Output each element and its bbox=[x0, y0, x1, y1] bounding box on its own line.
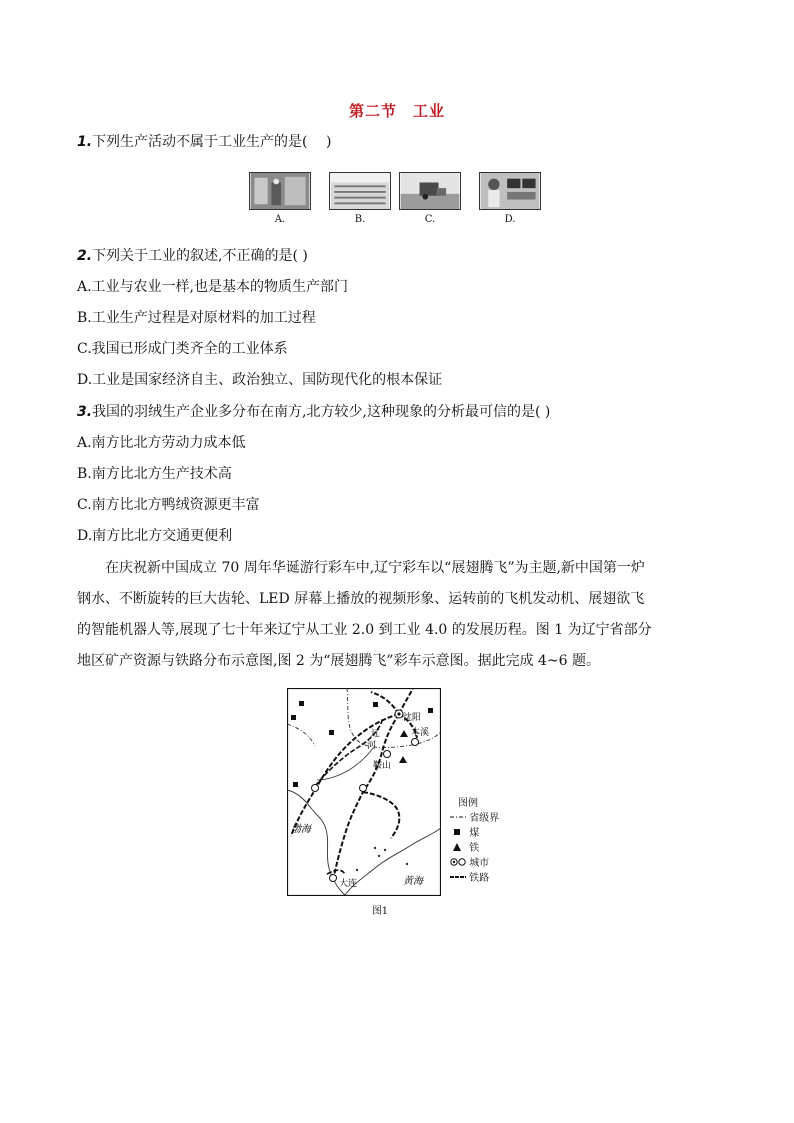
passage-line: 的智能机器人等,展现了七十年来辽宁从工业 2.0 到工业 4.0 的发展历程。图 1 为辽宁省部分 bbox=[77, 622, 652, 638]
passage-line: 钢水、不断旋转的巨大齿轮、LED 屏幕上播放的视频形象、运转前的飞机发动机、展翅欲飞 bbox=[77, 591, 645, 607]
city-anshan bbox=[384, 751, 391, 758]
q1-option-d-label: D. bbox=[504, 214, 516, 225]
question-2-option-a: A.工业与农业一样,也是基本的物质生产部门 bbox=[77, 279, 349, 295]
legend-label: 省级界 bbox=[469, 813, 500, 824]
label-bohai: 渤海 bbox=[291, 824, 311, 835]
coal-symbol bbox=[291, 715, 296, 720]
coal-symbol bbox=[428, 708, 433, 713]
island bbox=[374, 847, 376, 849]
question-2-option-d: D.工业是国家经济自主、政治独立、国防现代化的根本保证 bbox=[77, 372, 443, 388]
question-1-number: 1. bbox=[77, 134, 93, 150]
question-2-option-c: C.我国已形成门类齐全的工业体系 bbox=[77, 341, 288, 357]
q1-photo-b bbox=[329, 172, 391, 225]
question-3-option-d: D.南方比北方交通更便利 bbox=[77, 528, 233, 544]
label-liao: 辽 bbox=[371, 729, 381, 739]
legend-item-railway bbox=[450, 871, 499, 886]
liaoning-map bbox=[287, 688, 441, 896]
island bbox=[356, 869, 358, 871]
q1-option-a-label: A. bbox=[274, 214, 286, 225]
passage-line: 在庆祝新中国成立 70 周年华诞游行彩车中,辽宁彩车以“展翅腾飞”为主题,新中国第一炉 bbox=[77, 560, 645, 576]
question-3 bbox=[77, 402, 550, 422]
question-1-text: 下列生产活动不属于工业生产的是( ) bbox=[92, 134, 332, 150]
question-2-option-b: B.工业生产过程是对原材料的加工过程 bbox=[77, 310, 316, 326]
figure-caption: 图1 bbox=[371, 906, 389, 917]
label-huanghai: 黄海 bbox=[403, 876, 423, 887]
control-room-photo bbox=[479, 172, 541, 210]
question-3-option-b: B.南方比北方生产技术高 bbox=[77, 466, 232, 482]
coal-symbol bbox=[373, 702, 378, 707]
legend-item-city bbox=[450, 856, 499, 871]
legend-label: 铁 bbox=[469, 843, 480, 854]
textile-mill-photo bbox=[329, 172, 391, 210]
legend-item-iron bbox=[450, 841, 499, 856]
label-benxi: 本溪 bbox=[411, 728, 430, 738]
coal-symbol bbox=[329, 730, 334, 735]
q1-photo-c bbox=[399, 172, 461, 225]
reading-passage bbox=[77, 553, 719, 677]
question-2-number: 2. bbox=[77, 248, 93, 264]
legend-title: 图例 bbox=[458, 798, 478, 809]
q1-option-c-label: C. bbox=[424, 214, 436, 225]
factory-workshop-photo bbox=[249, 172, 311, 210]
map-legend bbox=[450, 796, 499, 886]
city-circle-icon bbox=[450, 858, 466, 866]
island bbox=[378, 855, 380, 857]
city-dalian bbox=[330, 875, 337, 882]
label-shenyang: 沈阳 bbox=[403, 713, 422, 723]
q1-photo-a bbox=[249, 172, 311, 225]
q1-photo-d bbox=[479, 172, 541, 225]
legend-item-boundary bbox=[450, 811, 499, 826]
railway-line-icon bbox=[450, 873, 466, 881]
capital-dot bbox=[397, 712, 400, 715]
label-dalian: 大连 bbox=[339, 879, 358, 889]
island bbox=[384, 849, 386, 851]
question-2 bbox=[77, 246, 308, 266]
map-canvas bbox=[287, 688, 441, 896]
question-3-text: 我国的羽绒生产企业多分布在南方,北方较少,这种现象的分析最可信的是( ) bbox=[92, 404, 551, 420]
passage-line: 地区矿产资源与铁路分布示意图,图 2 为“展翅腾飞”彩车示意图。据此完成 4~6 题。 bbox=[77, 653, 601, 669]
iron-triangle-icon bbox=[450, 843, 466, 851]
legend-item-coal bbox=[450, 826, 499, 841]
question-2-text: 下列关于工业的叙述,不正确的是( ) bbox=[92, 248, 308, 264]
label-he: 河 bbox=[367, 741, 377, 751]
question-3-number: 3. bbox=[77, 404, 93, 420]
island bbox=[406, 863, 408, 865]
coal-square-icon bbox=[450, 828, 466, 836]
harvester-field-photo bbox=[399, 172, 461, 210]
legend-label: 铁路 bbox=[469, 873, 490, 884]
city bbox=[360, 785, 367, 792]
city bbox=[312, 785, 319, 792]
legend-label: 城市 bbox=[469, 858, 490, 869]
question-3-option-c: C.南方比北方鸭绒资源更丰富 bbox=[77, 497, 260, 513]
boundary-line-icon bbox=[450, 813, 466, 821]
q1-option-b-label: B. bbox=[354, 214, 366, 225]
question-3-option-a: A.南方比北方劳动力成本低 bbox=[77, 435, 246, 451]
legend-label: 煤 bbox=[469, 828, 480, 839]
question-1 bbox=[77, 132, 331, 152]
city-benxi bbox=[412, 739, 419, 746]
section-title: 第二节 工业 bbox=[348, 102, 445, 120]
coal-symbol bbox=[293, 782, 298, 787]
label-anshan: 鞍山 bbox=[373, 761, 392, 771]
coal-symbol bbox=[299, 701, 304, 706]
